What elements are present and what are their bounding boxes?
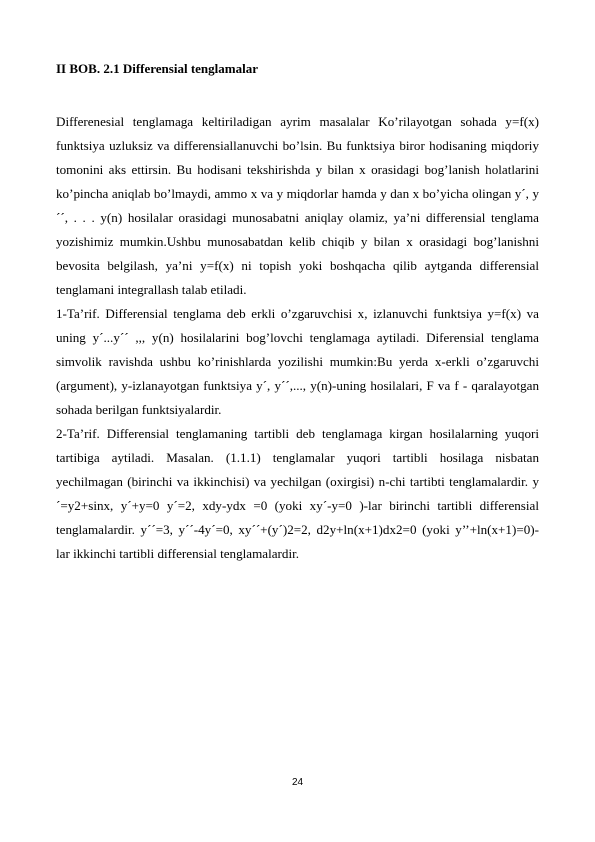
section-heading: II BOB. 2.1 Differensial tenglamalar: [56, 61, 258, 76]
paragraph-definition-2: 2-Ta’rif. Differensial tenglamaning tartibli deb tenglamaga kirgan hosilalarning yuqori tartibiga aytiladi. Masalan. (1.1.1) tenglamalar yuqori tartibli hosilaga nisbatan yechilmagan (birinchi va ikkinchisi) va yechilgan (oxirgisi) n-chi tartibti tenglamalardir. y´=y2+sinx, y´+y=0 y´=2, xdy-ydx =0 (yoki xy´-y=0 )-lar birinchi tartibli differensial tenglamalardir. y´´=3, y´´-4y´=0, xy´´+(y´)2=2, d2y+ln(x+1)dx2=0 (yoki y’’+ln(x+1)=0)-lar ikkinchi tartibli differensial tenglamalardir.: [56, 426, 539, 561]
page-number: 24: [291, 777, 304, 788]
body-text: [56, 110, 539, 566]
paragraph-intro: Differenesial tenglamaga keltiriladigan ayrim masalalar Ko’rilayotgan sohada y=f(x) funktsiya uzluksiz va differensiallanuvchi bo’lsin. Bu funktsiya biror hodisaning miqdoriy tomonini aks ettirsin. Bu hodisani tekshirishda y bilan x orasidagi bog’lanish holatlarini ko’pincha aniqlab bo’lmaydi, ammo x va y miqdorlar hamda y dan x bo’yicha olingan y´, y´´, . . . y(n) hosilalar orasidagi munosabatni aniqlay olamiz, ya’ni differensial tenglama yozishimiz mumkin.Ushbu munosabatdan kelib chiqib y bilan x orasidagi bog’lanishni bevosita belgilash, ya’ni y=f(x) ni topish yoki boshqacha qilib aytganda differensial tenglamani integrallash talab etiladi.: [56, 114, 539, 297]
paragraph-definition-1: 1-Ta’rif. Differensial tenglama deb erkli o’zgaruvchisi x, izlanuvchi funktsiya y=f(x) va uning y´...y´´ ,,, y(n) hosilalarini bog’lovchi tenglamaga aytiladi. Diferensial tenglama simvolik ravishda ushbu ko’rinishlarda yozilishi mumkin:Bu yerda x-erkli o’zgaruvchi (argument), y-izlanayotgan funktsiya y´, y´´,..., y(n)-uning hosilalari, F va f - qaralayotgan sohada berilgan funktsiyalardir.: [56, 306, 539, 417]
